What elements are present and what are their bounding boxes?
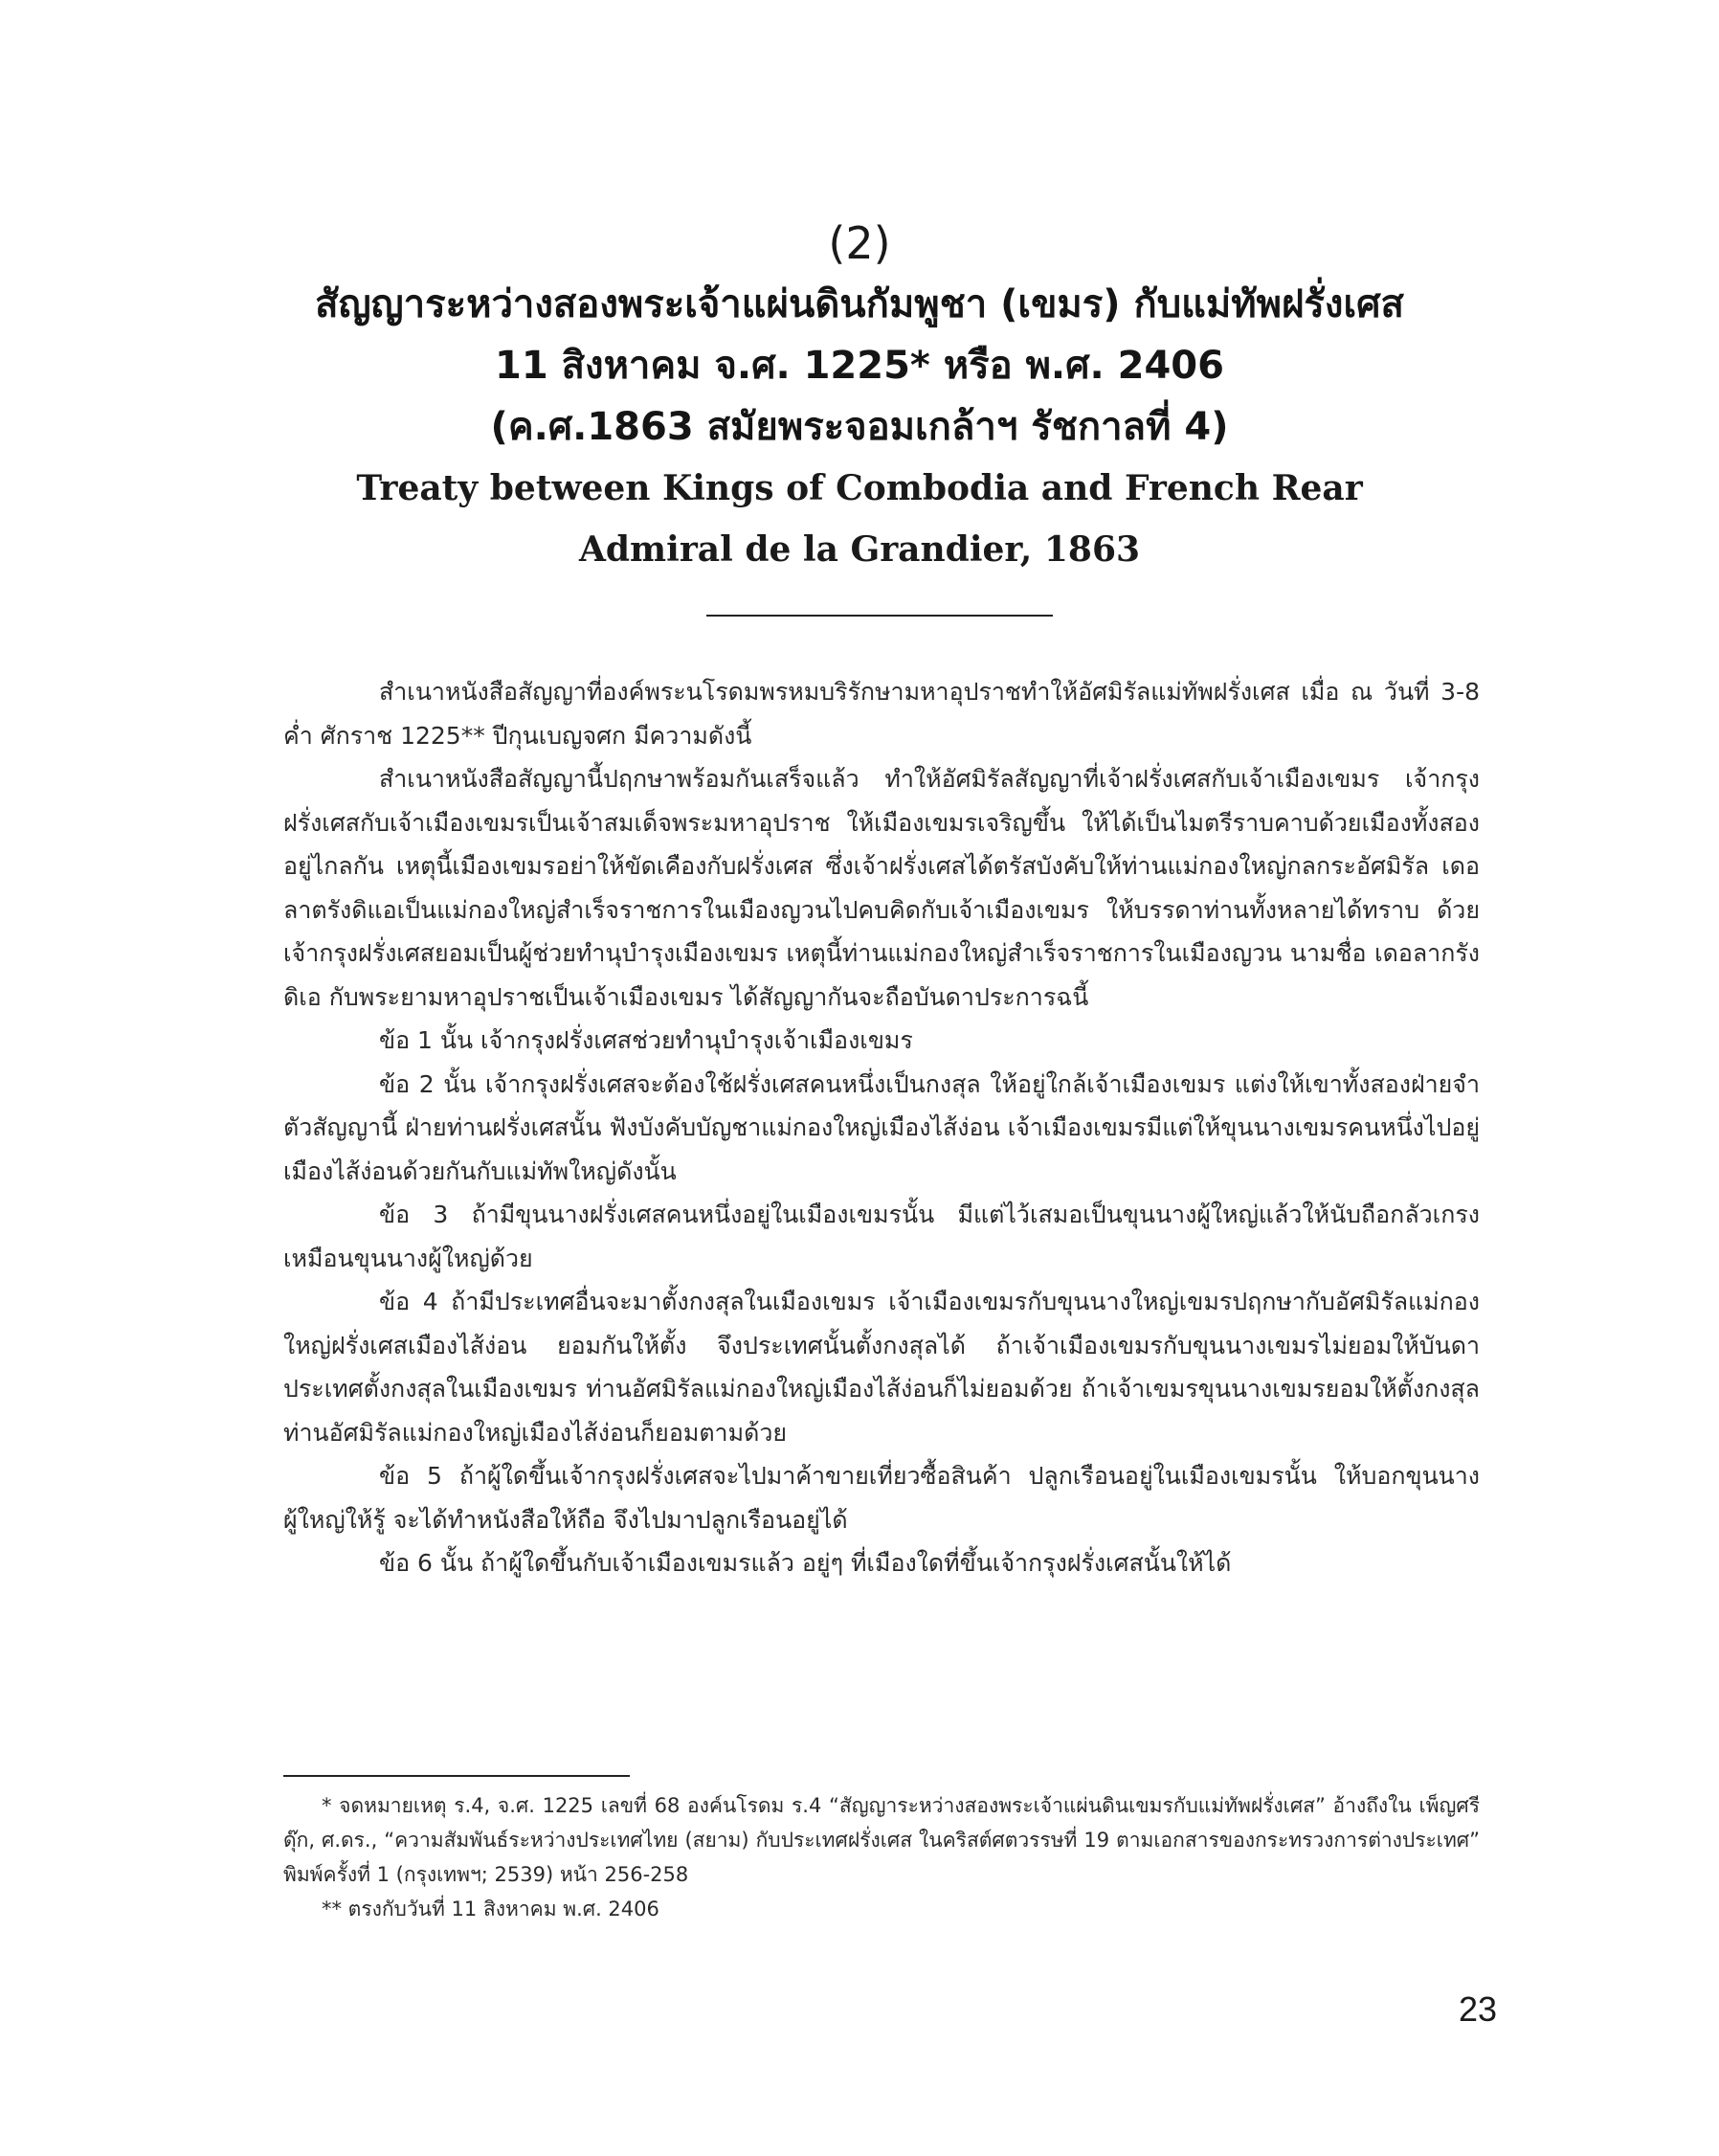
thai-title-line-3: (ค.ศ.1863 สมัยพระจอมเกล้าฯ รัชกาลที่ 4) — [490, 405, 1229, 449]
english-title-line-1: Treaty between Kings of Combodia and French Rear — [356, 468, 1363, 508]
treaty-clause-1: ข้อ 1 นั้น เจ้ากรุงฝรั่งเศสช่วยทำนุบำรุงเจ้าเมืองเขมร — [379, 1026, 913, 1054]
body-paragraph: สำเนาหนังสือสัญญานี้ปฤกษาพร้อมกันเสร็จแล้ว ทำให้อัศมิรัลสัญญาที่เจ้าฝรั่งเศสกับเจ้าเมืองเขมร เจ้ากรุงฝรั่งเศสกับเจ้าเมืองเขมรเป็นเจ้าสมเด็จพระมหาอุปราช ให้เมืองเขมรเจริญขึ้น ให้ได้เป็นไมตรีราบคาบด้วยเมืองทั้งสองอยู่ไกลกัน เหตุนี้เมืองเขมรอย่าให้ขัดเคืองกับฝรั่งเศส ซึ่งเจ้าฝรั่งเศสได้ตรัสบังคับให้ท่านแม่กองใหญ่กลกระอัศมิรัล เดอลาตรังดิแอเป็นแม่กองใหญ่สำเร็จราชการในเมืองญวนไปคบคิดกับเจ้าเมืองเขมร ให้บรรดาท่านทั้งหลายได้ทราบ ด้วยเจ้ากรุงฝรั่งเศสยอมเป็นผู้ช่วยทำนุบำรุงเมืองเขมร เหตุนี้ท่านแม่กองใหญ่สำเร็จราชการในเมืองญวน นามชื่อ เดอลากรังดิเอ กับพระยามหาอุปราชเป็นเจ้าเมืองเขมร ได้สัญญากันจะถือบันดาประการฉนี้ — [283, 765, 1480, 1011]
title-divider — [706, 615, 1053, 617]
document-heading — [191, 213, 1528, 580]
treaty-clause-6: ข้อ 6 นั้น ถ้าผู้ใดขึ้นกับเจ้าเมืองเขมรแล้ว อยู่ๆ ที่เมืองใดที่ขึ้นเจ้ากรุงฝรั่งเศสนั้นให้ได้ — [379, 1549, 1232, 1577]
footnote-1: * จดหมายเหตุ ร.4, จ.ศ. 1225 เลขที่ 68 องค์นโรดม ร.4 “สัญญาระหว่างสองพระเจ้าแผ่นดินเขมรกับแม่ทัพฝรั่งเศส” อ้างถึงใน เพ็ญศรี ดุ๊ก, ศ.ดร., “ความสัมพันธ์ระหว่างประเทศไทย (สยาม) กับประเทศฝรั่งเศส ในคริสต์ศตวรรษที่ 19 ตามเอกสารของกระทรวงการต่างประเทศ” พิมพ์ครั้งที่ 1 (กรุงเทพฯ; 2539) หน้า 256-258 — [283, 1794, 1480, 1886]
body-paragraph: สำเนาหนังสือสัญญาที่องค์พระนโรดมพรหมบริรักษามหาอุปราชทำให้อัศมิรัลแม่ทัพฝรั่งเศส เมื่อ ณ วันที่ 3-8 ค่ำ ศักราช 1225** ปีกุนเบญจศก มีความดังนี้ — [283, 678, 1480, 750]
footnote-2: ** ตรงกับวันที่ 11 สิงหาคม พ.ศ. 2406 — [322, 1898, 659, 1920]
treaty-clause-2: ข้อ 2 นั้น เจ้ากรุงฝรั่งเศสจะต้องใช้ฝรั่งเศสคนหนึ่งเป็นกงสุล ให้อยู่ใกล้เจ้าเมืองเขมร แต่งให้เขาทั้งสองฝ่ายจำตัวสัญญานี้ ฝ่ายท่านฝรั่งเศสนั้น ฟังบังคับบัญชาแม่กองใหญ่เมืองไส้ง่อน เจ้าเมืองเขมรมีแต่ให้ขุนนางเขมรคนหนึ่งไปอยู่เมืองไส้ง่อนด้วยกันกับแม่ทัพใหญ่ดังนั้น — [283, 1069, 1480, 1185]
thai-title-line-2: 11 สิงหาคม จ.ศ. 1225* หรือ พ.ศ. 2406 — [495, 344, 1224, 388]
thai-title-line-1: สัญญาระหว่างสองพระเจ้าแผ่นดินกัมพูชา (เขมร) กับแม่ทัพฝรั่งเศส — [315, 282, 1404, 326]
footnote-divider — [283, 1775, 630, 1777]
english-title-line-2: Admiral de la Grandier, 1863 — [578, 529, 1141, 570]
footnotes — [283, 1788, 1480, 1926]
section-number: (2) — [828, 217, 891, 269]
treaty-clause-4: ข้อ 4 ถ้ามีประเทศอื่นจะมาตั้งกงสุลในเมืองเขมร เจ้าเมืองเขมรกับขุนนางใหญ่เขมรปฤกษากับอัศมิรัลแม่กองใหญ่ฝรั่งเศสเมืองไส้ง่อน ยอมกันให้ตั้ง จึงประเทศนั้นตั้งกงสุลได้ ถ้าเจ้าเมืองเขมรกับขุนนางเขมรไม่ยอมให้บันดาประเทศตั้งกงสุลในเมืองเขมร ท่านอัศมิรัลแม่กองใหญ่เมืองไส้ง่อนก็ไม่ยอมด้วย ถ้าเจ้าเขมรขุนนางเขมรยอมให้ตั้งกงสุล ท่านอัศมิรัลแม่กองใหญ่เมืองไส้ง่อนก็ยอมตามด้วย — [283, 1288, 1480, 1447]
treaty-clause-3: ข้อ 3 ถ้ามีขุนนางฝรั่งเศสคนหนึ่งอยู่ในเมืองเขมรนั้น มีแต่ไว้เสมอเป็นขุนนางผู้ใหญ่แล้วให้นับถือกลัวเกรงเหมือนขุนนางผู้ใหญ่ด้วย — [283, 1201, 1480, 1272]
page-number: 23 — [1458, 1989, 1497, 2029]
treaty-clause-5: ข้อ 5 ถ้าผู้ใดขึ้นเจ้ากรุงฝรั่งเศสจะไปมาค้าขายเที่ยวซื้อสินค้า ปลูกเรือนอยู่ในเมืองเขมรนั้น ให้บอกขุนนางผู้ใหญ่ให้รู้ จะได้ทำหนังสือให้ถือ จึงไปมาปลูกเรือนอยู่ได้ — [283, 1462, 1480, 1534]
document-body — [283, 670, 1480, 1585]
